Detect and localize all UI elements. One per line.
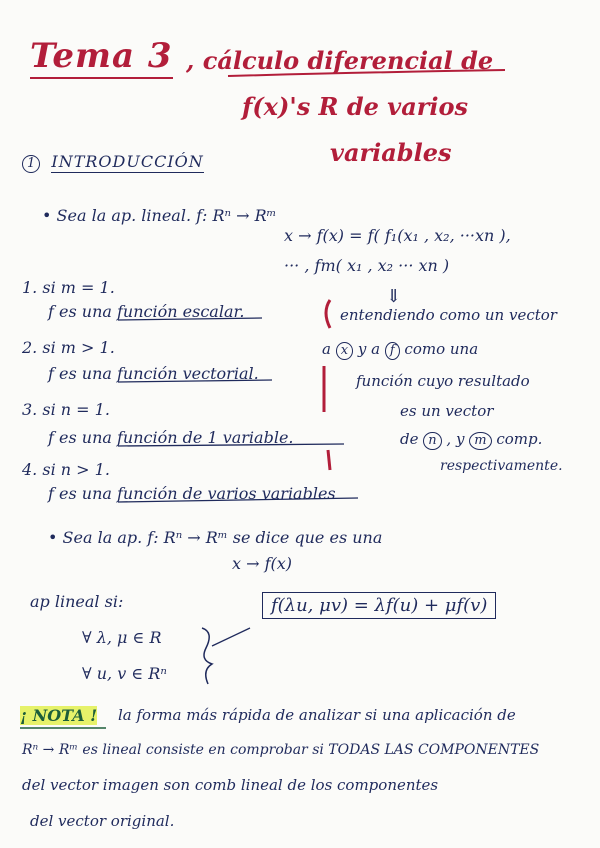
- intro-line-3: ··· , fm( x₁ , x₂ ··· xn ): [284, 256, 450, 275]
- title-tema: Tema 3: [30, 36, 173, 79]
- nota-line-4: del vector original.: [30, 812, 175, 830]
- section-number: 1: [22, 155, 40, 173]
- case-3-description: f es una función de 1 variable.: [48, 428, 294, 447]
- case-1-condition: 1. si m = 1.: [22, 278, 115, 297]
- section-heading: [22, 152, 204, 173]
- nota-line-1: la forma más rápida de analizar si una aplicación de: [118, 706, 516, 724]
- case-4-description: f es una función de varios variables: [48, 484, 336, 503]
- linearity-formula: f(λu, μv) = λf(u) + μf(v): [262, 592, 496, 619]
- section-title: INTRODUCCIÓN: [51, 152, 204, 171]
- note-line-3: función cuyo resultado: [356, 372, 530, 390]
- brace-arrow-line: [212, 628, 250, 646]
- nota-line-2: Rⁿ → Rᵐ es lineal consiste en comprobar si TODAS LAS COMPONENTES: [22, 742, 540, 758]
- note-line-5: de n , y m comp.: [400, 430, 543, 448]
- note-line-2: a x y a f como una: [322, 340, 479, 358]
- nota-line-3: del vector imagen son comb lineal de los componentes: [22, 776, 439, 794]
- note-line-1: entendiendo como un vector: [340, 306, 557, 324]
- title-line3: variables: [330, 138, 452, 167]
- case-2-description: f es una función vectorial.: [48, 364, 259, 383]
- linear-line-2: x → f(x): [232, 554, 293, 573]
- intro-line-2: x → f(x) = f( f₁(x₁ , x₂, ···xn ),: [284, 226, 511, 245]
- nota-label: ¡ NOTA !: [20, 706, 98, 725]
- title-line2: f(x)'s R de varios: [242, 92, 469, 121]
- red-bracket-1: [326, 300, 330, 328]
- intro-line-1: • Sea la ap. lineal. f: Rⁿ → Rᵐ: [42, 206, 277, 225]
- condition-scalars: ∀ λ, μ ∈ R: [82, 628, 162, 647]
- condition-brace: [202, 628, 212, 684]
- down-arrow: ⇓: [386, 286, 402, 307]
- linear-line-3: ap lineal si:: [30, 592, 124, 611]
- title-line1: , cálculo diferencial de: [186, 46, 494, 75]
- case-4-condition: 4. si n > 1.: [22, 460, 110, 479]
- note-line-6: respectivamente.: [440, 458, 563, 474]
- note-line-4: es un vector: [400, 402, 494, 420]
- case-1-description: f es una función escalar.: [48, 302, 245, 321]
- condition-vectors: ∀ u, v ∈ Rⁿ: [82, 664, 167, 683]
- case-2-condition: 2. si m > 1.: [22, 338, 115, 357]
- linear-line-1: • Sea la ap. f: Rⁿ → Rᵐ se dice que es una: [48, 528, 383, 547]
- red-bracket-3: [328, 450, 330, 470]
- case-3-condition: 3. si n = 1.: [22, 400, 110, 419]
